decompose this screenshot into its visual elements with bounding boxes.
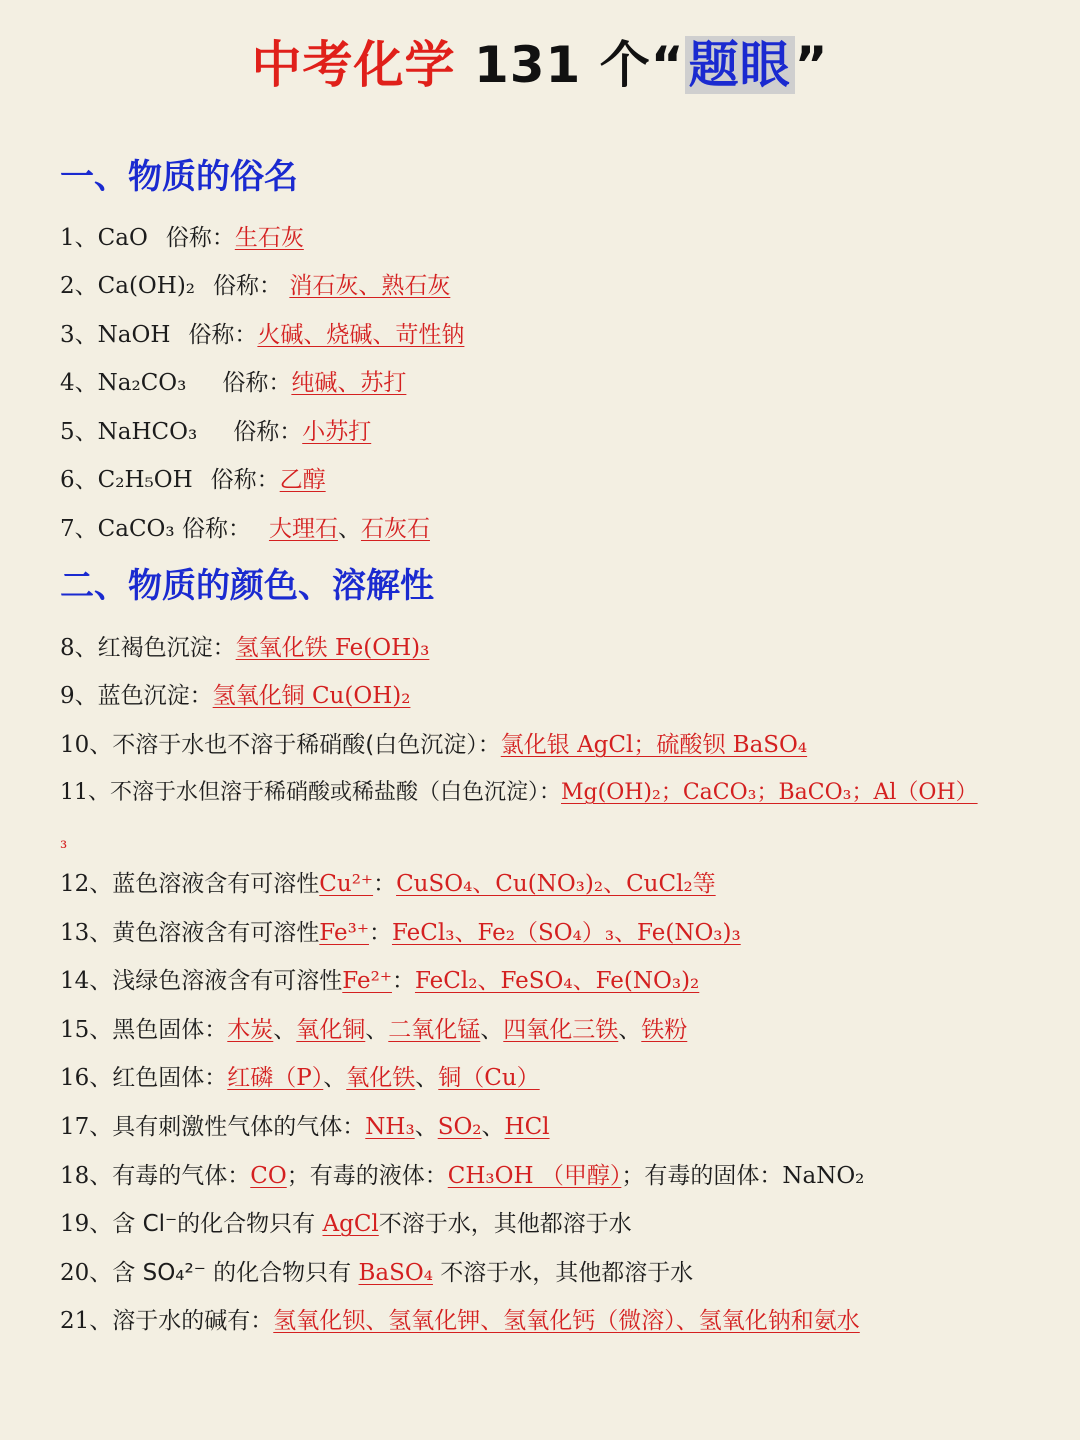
item-number: 12、 [60, 871, 113, 897]
item-label: 蓝色溶液含有可溶性 [112, 871, 320, 897]
list-item-3 [60, 319, 1050, 351]
item-number: 8、 [60, 635, 98, 661]
list-item-11-continuation: ₃ [60, 832, 68, 853]
item-label: ；有毒的液体： [286, 1163, 448, 1189]
item-number: 3、 [60, 322, 98, 348]
item-label: 具有刺激性气体的气体： [112, 1114, 366, 1140]
item-answer: 四氧化三铁 [503, 1017, 619, 1043]
item-number: 10、 [60, 732, 113, 758]
title-part-4: ” [794, 36, 829, 94]
item-answer: 二氧化锰 [388, 1017, 481, 1043]
list-item-16 [60, 1062, 1050, 1094]
item-ion: Fe³⁺ [319, 920, 369, 946]
list-item-6 [60, 464, 1050, 496]
separator: 、 [273, 1017, 297, 1043]
item-answer: FeCl₃、Fe₂（SO₄）₃、Fe(NO₃)₃ [391, 920, 741, 946]
item-label: 溶于水的碱有： [112, 1308, 274, 1334]
item-answer: Mg(OH)₂；CaCO₃；BaCO₃；Al（OH） [561, 780, 978, 805]
item-label: 黑色固体： [112, 1017, 228, 1043]
item-answer: 消石灰、熟石灰 [289, 273, 451, 299]
item-label: 红褐色沉淀： [97, 635, 236, 661]
list-item-2 [60, 270, 1050, 302]
item-label: 蓝色沉淀： [97, 683, 213, 709]
separator: 、 [337, 516, 361, 542]
item-answer: CO [250, 1163, 287, 1189]
list-item-13 [60, 917, 1050, 949]
item-answer: NH₃ [365, 1114, 415, 1140]
list-item-20 [60, 1257, 1050, 1289]
item-answer: 红磷（P） [227, 1065, 324, 1091]
item-number: 19、 [60, 1211, 113, 1237]
list-item-11 [60, 777, 1050, 809]
item-label: 俗称： [213, 273, 283, 299]
list-item-7 [60, 513, 1050, 545]
item-number: 13、 [60, 920, 113, 946]
section-heading-1: 一、物质的俗名 [60, 157, 298, 197]
item-formula: NaOH [97, 322, 171, 348]
item-label: 不溶于水但溶于稀硝酸或稀盐酸（白色沉淀）： [110, 780, 562, 805]
item-number: 6、 [60, 467, 98, 493]
item-label: 不溶于水也不溶于稀硝酸(白色沉淀）： [112, 732, 501, 758]
item-answer: HCl [504, 1114, 550, 1140]
list-item-8 [60, 632, 1050, 664]
list-item-5 [60, 416, 1050, 448]
separator: 、 [481, 1114, 505, 1140]
item-answer: CuSO₄、Cu(NO₃)₂、CuCl₂等 [396, 871, 716, 897]
page-title [0, 30, 1080, 100]
list-item-15 [60, 1014, 1050, 1046]
item-number: 16、 [60, 1065, 113, 1091]
item-answer: 纯碱、苏打 [291, 370, 407, 396]
item-ion: Cu²⁺ [319, 871, 374, 897]
item-answer: 大理石 [268, 516, 338, 542]
item-answer: SO₂ [437, 1114, 482, 1140]
separator: ： [373, 871, 397, 897]
item-label: 俗称： [188, 322, 258, 348]
item-label: 有毒的气体： [112, 1163, 251, 1189]
item-answer: 氧化铜 [296, 1017, 366, 1043]
item-answer: 氢氧化铁 Fe(OH)₃ [235, 635, 430, 661]
item-ion: Fe²⁺ [342, 968, 392, 994]
item-answer: 乙醇 [279, 467, 326, 493]
item-number: 15、 [60, 1017, 113, 1043]
item-answer: CH₃OH （甲醇） [447, 1163, 622, 1189]
item-answer: 氢氧化铜 Cu(OH)₂ [212, 683, 411, 709]
item-number: 2、 [60, 273, 98, 299]
separator: 、 [414, 1114, 438, 1140]
list-item-18 [60, 1160, 1050, 1192]
title-highlight: 题眼 [685, 36, 795, 94]
item-number: 7、 [60, 516, 98, 542]
item-number: 11、 [60, 780, 110, 805]
separator: 、 [480, 1017, 504, 1043]
item-answer: 氧化铁 [346, 1065, 416, 1091]
item-answer: 铁粉 [641, 1017, 688, 1043]
item-label: 不溶于水，其他都溶于水 [378, 1211, 632, 1237]
item-formula: NaHCO₃ [97, 419, 198, 445]
item-label: 含 Cl⁻的化合物只有 [112, 1211, 316, 1237]
item-number: 9、 [60, 683, 98, 709]
item-answer: 氢氧化钡、氢氧化钾、氢氧化钙（微溶）、氢氧化钠和氨水 [273, 1308, 860, 1334]
separator: 、 [365, 1017, 389, 1043]
item-label: 俗称： [222, 370, 292, 396]
item-number: 4、 [60, 370, 98, 396]
list-item-14 [60, 965, 1050, 997]
item-number: 14、 [60, 968, 113, 994]
list-item-10 [60, 729, 1050, 761]
list-item-9 [60, 680, 1050, 712]
list-item-19 [60, 1208, 1050, 1240]
separator: 、 [323, 1065, 347, 1091]
item-formula: CaCO₃ [97, 516, 175, 542]
item-formula: C₂H₅OH [97, 467, 193, 493]
item-answer: 氯化银 AgCl；硫酸钡 BaSO₄ [500, 732, 808, 758]
item-number: 5、 [60, 419, 98, 445]
item-answer: FeCl₂、FeSO₄、Fe(NO₃)₂ [414, 968, 700, 994]
item-answer: NaNO₂ [782, 1163, 865, 1189]
item-answer: 生石灰 [234, 225, 304, 251]
item-number: 17、 [60, 1114, 113, 1140]
list-item-17 [60, 1111, 1050, 1143]
item-label: ；有毒的固体： [621, 1163, 783, 1189]
separator: 、 [618, 1017, 642, 1043]
item-label: 俗称： [181, 516, 251, 542]
item-label: 含 SO₄²⁻ 的化合物只有 [112, 1260, 352, 1286]
item-label: 黄色溶液含有可溶性 [112, 920, 320, 946]
list-item-21 [60, 1305, 1050, 1337]
item-answer: 火碱、烧碱、苛性钠 [257, 322, 465, 348]
separator: ： [391, 968, 415, 994]
item-answer: 石灰石 [360, 516, 430, 542]
separator: 、 [415, 1065, 439, 1091]
item-label: 不溶于水，其他都溶于水 [440, 1260, 694, 1286]
item-answer: 铜（Cu） [438, 1065, 540, 1091]
item-label: 俗称： [233, 419, 303, 445]
item-formula: CaO [97, 225, 148, 251]
item-label: 俗称： [165, 225, 235, 251]
item-number: 1、 [60, 225, 98, 251]
item-answer: 小苏打 [302, 419, 372, 445]
title-part-1: 中考化学 [251, 36, 456, 94]
list-item-1 [60, 222, 1050, 254]
title-part-2: 131 个“ [473, 36, 685, 94]
item-answer: AgCl [322, 1211, 379, 1237]
item-formula: Na₂CO₃ [97, 370, 187, 396]
item-number: 20、 [60, 1260, 113, 1286]
section-heading-2: 二、物质的颜色、溶解性 [60, 566, 434, 606]
list-item-12 [60, 868, 1050, 900]
item-answer: BaSO₄ [358, 1260, 433, 1286]
item-number: 21、 [60, 1308, 113, 1334]
separator: ： [368, 920, 392, 946]
item-formula: Ca(OH)₂ [97, 273, 196, 299]
item-answer: 木炭 [227, 1017, 274, 1043]
item-number: 18、 [60, 1163, 113, 1189]
item-label: 浅绿色溶液含有可溶性 [112, 968, 343, 994]
item-label: 红色固体： [112, 1065, 228, 1091]
list-item-4 [60, 367, 1050, 399]
item-label: 俗称： [210, 467, 280, 493]
